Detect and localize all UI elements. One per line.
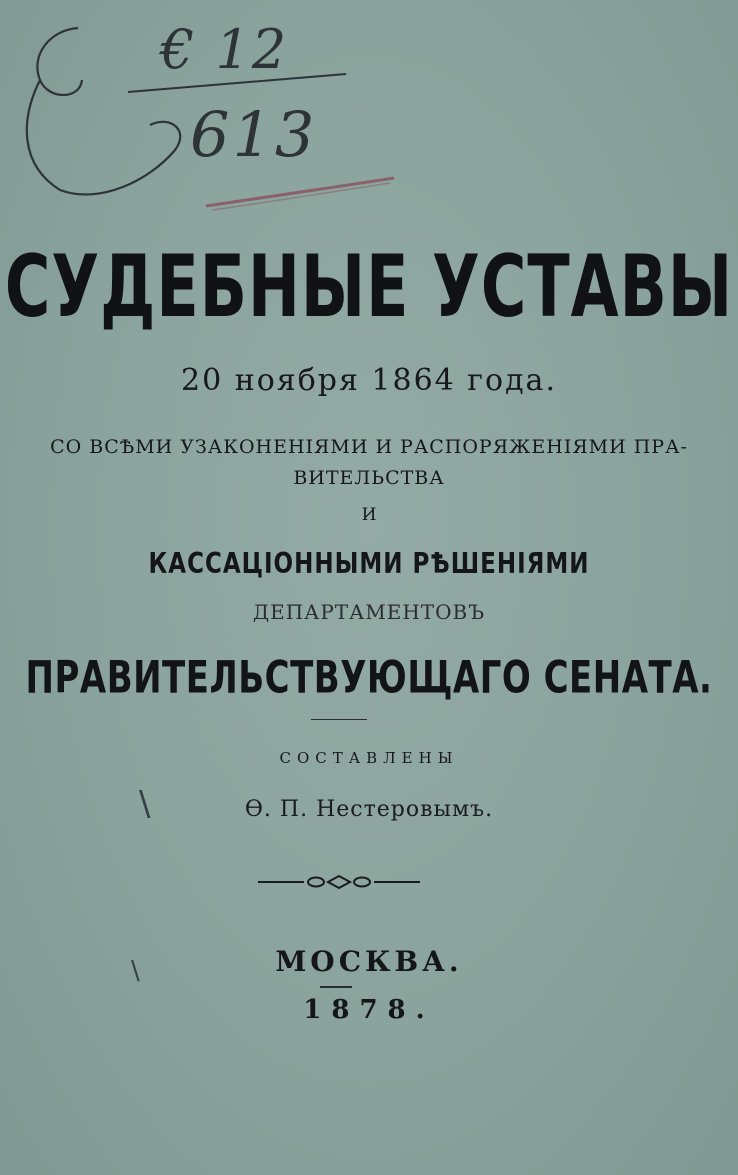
handwritten-marks-drawing [0,0,738,230]
cassation-decisions-heading: КАССАЦІОННЫМИ РѢШЕНІЯМИ [148,548,590,581]
decorative-ornament [258,872,420,892]
shelf-mark-top: € 12 [160,18,289,81]
library-shelf-mark [0,0,738,230]
subtitle-conjunction: И [361,505,377,525]
subtitle-line-1: СО ВСѢМИ УЗАКОНЕНІЯМИ И РАСПОРЯЖЕНІЯМИ ПРА- [50,436,688,458]
book-title: СУДЕБНЫЕ УСТАВЫ [4,236,734,337]
imprint-year: 1878. [303,995,435,1025]
statute-date: 20 ноября 1864 года. [181,363,557,398]
ornament-oval [354,878,370,887]
red-pencil-line [206,178,394,206]
pen-loop-stroke [27,28,180,194]
subtitle-line-2: ВИТЕЛЬСТВА [293,467,445,489]
red-pencil-line-shadow [212,183,390,210]
ornament-oval [308,878,324,887]
pencil-margin-mark: \ [139,784,151,824]
departments-line: ДЕПАРТАМЕНТОВЪ [252,600,486,624]
separator-rule [311,719,367,720]
senate-heading: ПРАВИТЕЛЬСТВУЮЩАГО СЕНАТА. [25,652,713,704]
imprint-rule [320,986,352,988]
imprint-city: МОСКВА. [275,945,463,978]
pencil-margin-mark: \ [131,956,140,986]
ornament-diamond [328,876,350,888]
author-name: Ѳ. П. Нестеровымъ. [244,797,494,822]
compiled-by-label: СОСТАВЛЕНЫ [279,749,459,767]
shelf-mark-bottom: 613 [190,98,318,171]
